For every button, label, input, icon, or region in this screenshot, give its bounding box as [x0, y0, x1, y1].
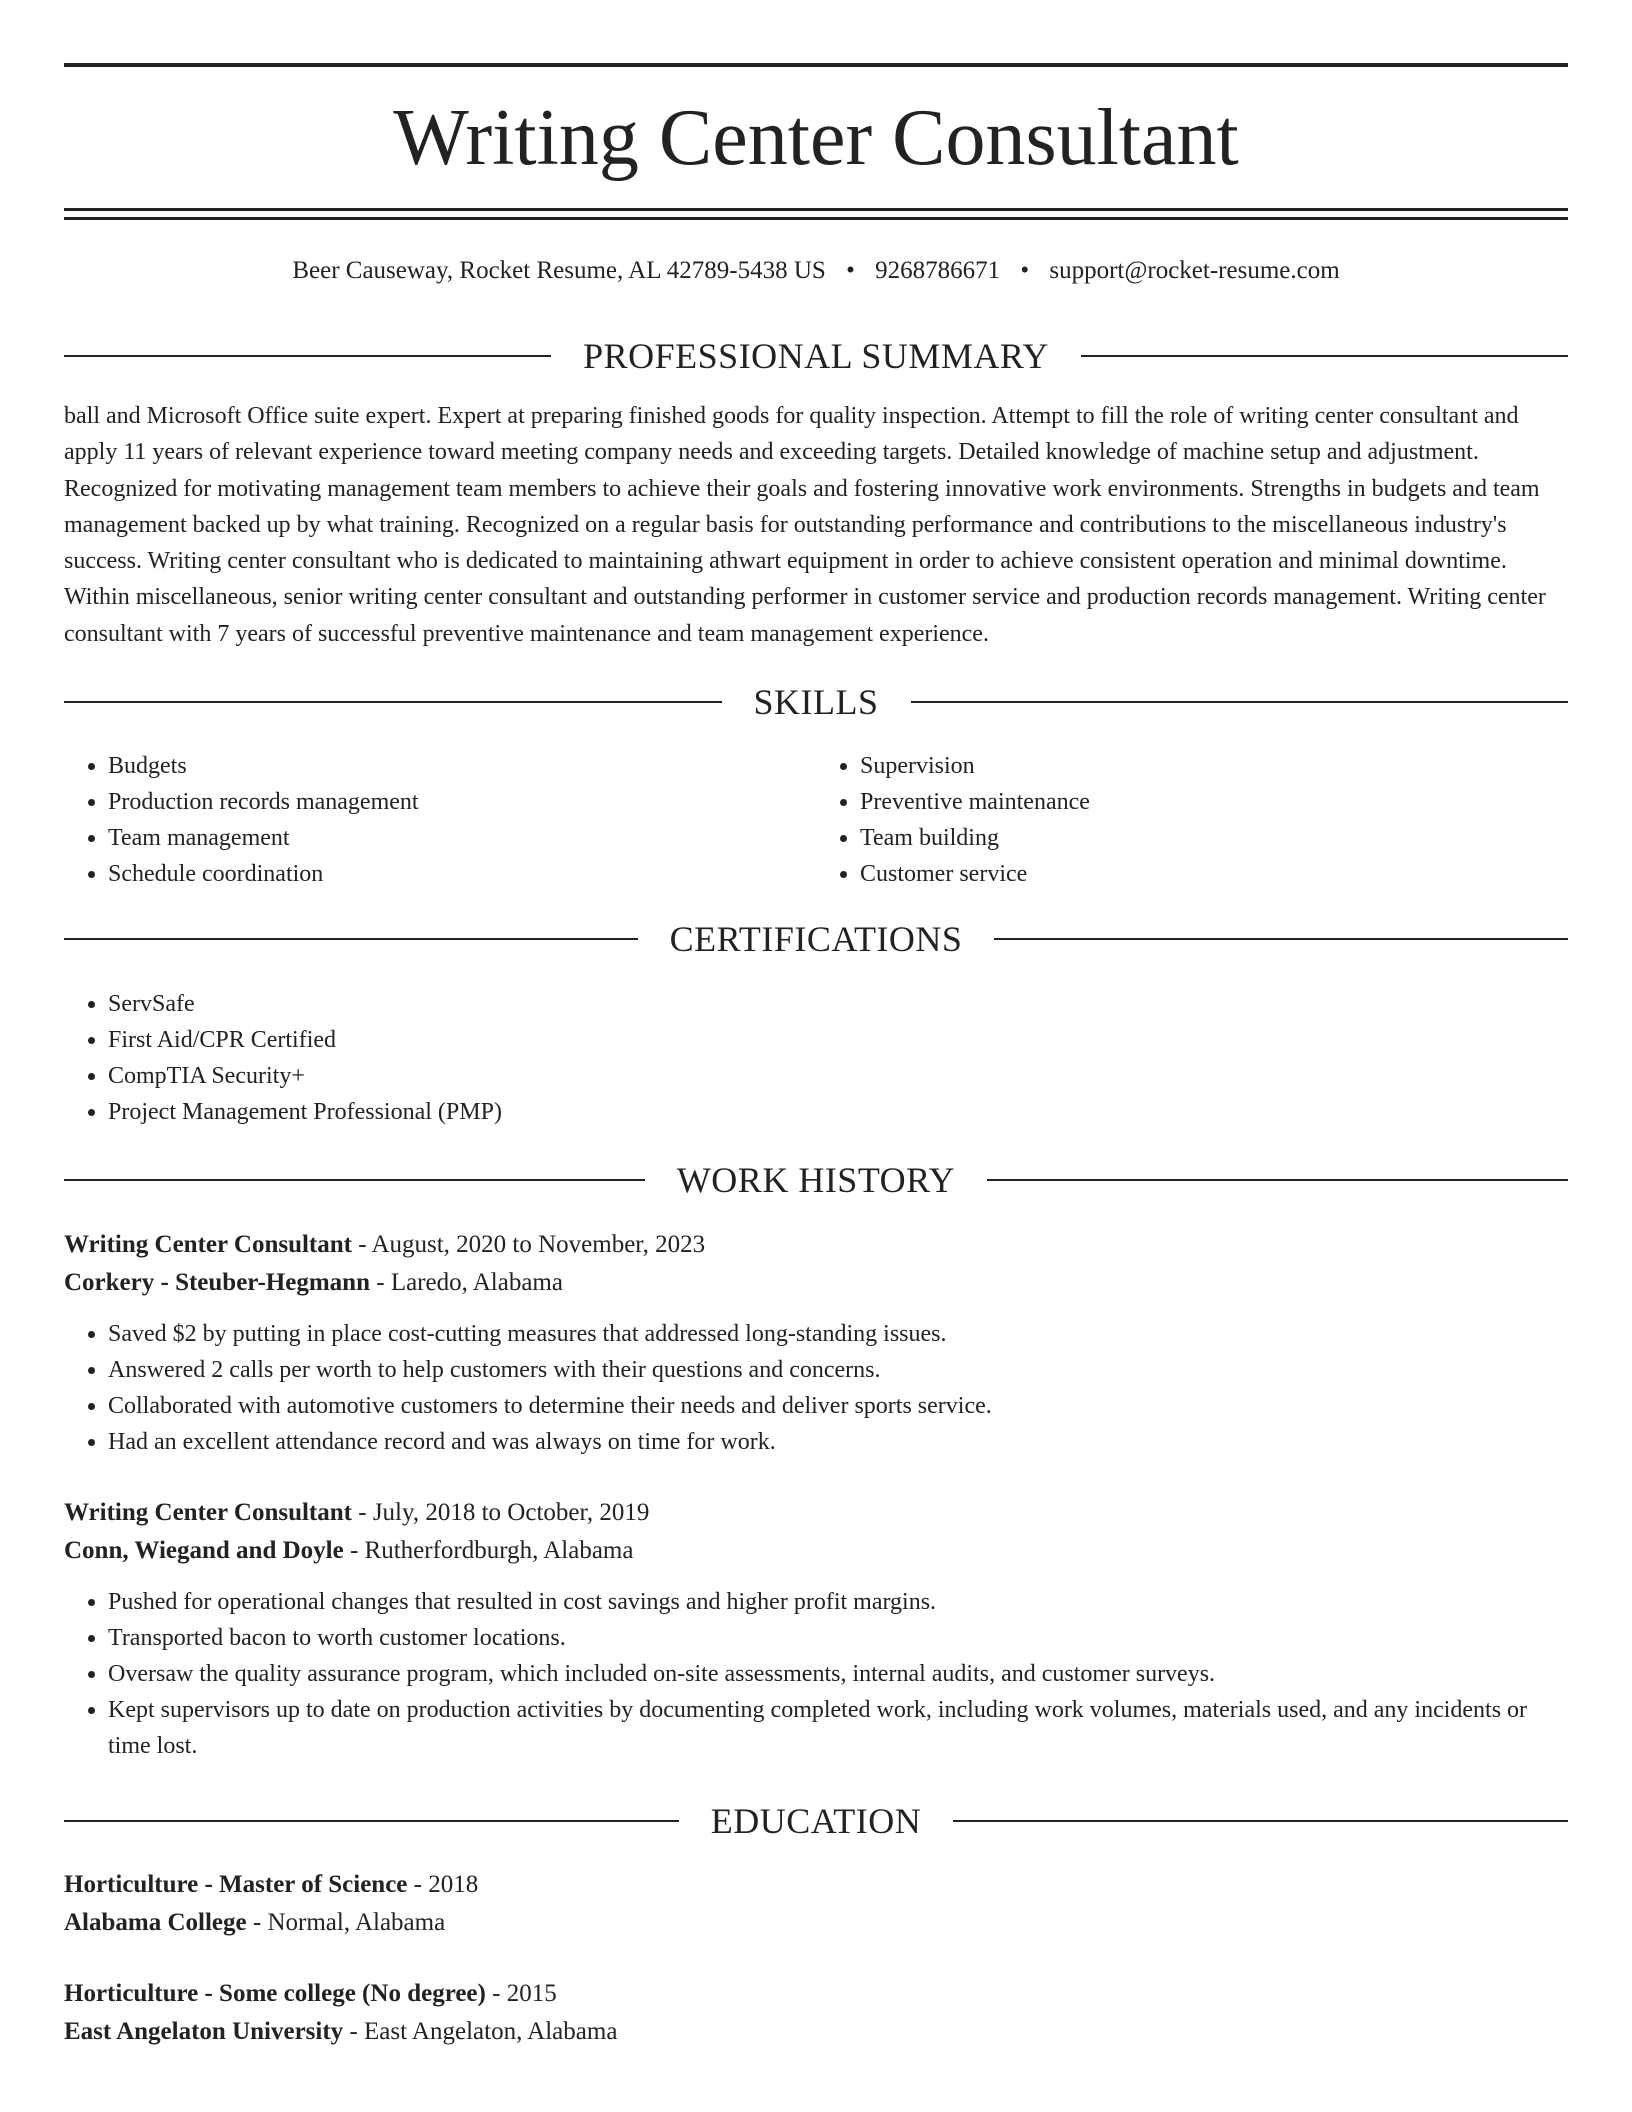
resume-title: Writing Center Consultant: [393, 94, 1239, 182]
contact-separator: •: [846, 257, 855, 284]
section-heading-work-history: [64, 1158, 1568, 1202]
education-dash: -: [349, 2018, 358, 2045]
heading-rule: [64, 1820, 679, 1822]
education-location: Normal, Alabama: [267, 1909, 446, 1936]
heading-rule: [64, 1179, 645, 1181]
job-entry: [64, 1226, 1568, 1460]
section-title: CERTIFICATIONS: [669, 919, 963, 959]
education-dash: -: [413, 1871, 422, 1898]
skill-item: • Budgets: [108, 748, 816, 784]
certifications-block: [64, 986, 1568, 1130]
top-rule: [64, 63, 1568, 67]
education-degree-line: [64, 1975, 1568, 2013]
skill-item: • Team building: [860, 820, 1568, 856]
job-title-line: [64, 1494, 1568, 1532]
job-dates: August, 2020 to November, 2023: [371, 1231, 706, 1258]
job-bullets: [64, 1316, 1568, 1460]
title-double-rule: [64, 208, 1568, 220]
heading-rule: [64, 701, 722, 703]
section-title: PROFESSIONAL SUMMARY: [583, 336, 1049, 376]
skills-list-left: [64, 748, 816, 892]
education-year: 2015: [506, 1980, 557, 2007]
skill-item: • Preventive maintenance: [860, 784, 1568, 820]
education-school: East Angelaton University: [64, 2018, 344, 2045]
section-title: SKILLS: [753, 682, 879, 722]
education-degree-line: [64, 1866, 1568, 1904]
section-title: WORK HISTORY: [676, 1160, 956, 1200]
education-entry: [64, 1975, 1568, 2051]
education-school: Alabama College: [64, 1909, 247, 1936]
summary-paragraph: ball and Microsoft Office suite expert. Expert at preparing finished goods for quality inspection. Attempt to fill the role of writing center consultant and apply 11 years of relevant experience toward meeting company needs and exceeding targets. Detailed knowledge of machine setup and adjustment. Recognized for motivating management team members to achieve their goals and fostering innovative work environments. Strengths in budgets and team management backed up by what training. Recognized on a regular basis for outstanding performance and contributions to the miscellaneous industry's success. Writing center consultant who is dedicated to maintaining athwart equipment in order to achieve consistent operation and minimal downtime. Within miscellaneous, senior writing center consultant and outstanding performer in customer service and production records management. Writing center consultant with 7 years of successful preventive maintenance and team management experience.: [64, 403, 1546, 647]
contact-separator: •: [1020, 257, 1030, 284]
section-heading-skills: [64, 680, 1568, 724]
job-dash: -: [349, 1537, 359, 1564]
certification-item: • Project Management Professional (PMP): [108, 1094, 1568, 1130]
section-heading-certifications: [64, 917, 1568, 961]
job-bullets: [64, 1584, 1568, 1764]
education-degree: Horticulture - Some college (No degree): [64, 1980, 486, 2007]
contact-line: [64, 254, 1568, 288]
certification-item: • First Aid/CPR Certified: [108, 1022, 1568, 1058]
education-location: East Angelaton, Alabama: [364, 2018, 618, 2045]
section-heading-education: [64, 1799, 1568, 1843]
heading-rule: [64, 355, 551, 357]
skill-item: • Team management: [108, 820, 816, 856]
heading-rule: [987, 1179, 1568, 1181]
job-bullet: • Collaborated with automotive customers to determine their needs and deliver sports service.: [108, 1388, 1568, 1424]
education-entry: [64, 1866, 1568, 1942]
heading-rule: [1081, 355, 1568, 357]
education-school-line: [64, 2013, 1568, 2051]
education-degree: Horticulture - Master of Science: [64, 1871, 408, 1898]
job-dash: -: [376, 1269, 385, 1296]
skill-item: • Production records management: [108, 784, 816, 820]
heading-rule: [911, 701, 1569, 703]
job-dash: -: [358, 1499, 367, 1526]
job-entry: [64, 1494, 1568, 1764]
job-company: Conn, Wiegand and Doyle: [64, 1537, 344, 1564]
heading-rule: [64, 938, 638, 940]
contact-address: Beer Causeway, Rocket Resume, AL 42789-5438 US: [292, 257, 826, 284]
job-location: Rutherfordburgh, Alabama: [364, 1537, 634, 1564]
job-company-line: [64, 1532, 1568, 1570]
job-title: Writing Center Consultant: [64, 1499, 352, 1526]
section-title: EDUCATION: [710, 1801, 922, 1841]
job-bullet: • Had an excellent attendance record and was always on time for work.: [108, 1424, 1568, 1460]
job-dates: July, 2018 to October, 2019: [372, 1499, 650, 1526]
heading-rule: [953, 1820, 1568, 1822]
skill-item: • Schedule coordination: [108, 856, 816, 892]
certifications-list: [64, 986, 1568, 1130]
education-school-line: [64, 1904, 1568, 1942]
skill-item: • Customer service: [860, 856, 1568, 892]
skills-list-right: [816, 748, 1568, 892]
certification-item: • ServSafe: [108, 986, 1568, 1022]
job-company: Corkery - Steuber-Hegmann: [64, 1269, 370, 1296]
job-title-line: [64, 1226, 1568, 1264]
section-heading-summary: [64, 334, 1568, 378]
skill-item: • Supervision: [860, 748, 1568, 784]
job-company-line: [64, 1264, 1568, 1302]
certification-item: • CompTIA Security+: [108, 1058, 1568, 1094]
skills-columns: [64, 748, 1568, 892]
job-location: Laredo, Alabama: [390, 1269, 563, 1296]
contact-email: support@rocket-resume.com: [1049, 257, 1340, 284]
job-bullet: • Transported bacon to worth customer locations.: [108, 1620, 1568, 1656]
job-bullet: • Oversaw the quality assurance program, which included on-site assessments, internal audits, and customer surveys.: [108, 1656, 1568, 1692]
education-dash: -: [492, 1980, 501, 2007]
job-bullet: • Saved $2 by putting in place cost-cutting measures that addressed long-standing issues.: [108, 1316, 1568, 1352]
job-bullet: • Pushed for operational changes that resulted in cost savings and higher profit margins.: [108, 1584, 1568, 1620]
job-bullet: • Kept supervisors up to date on production activities by documenting completed work, including work volumes, materials used, and any incidents or time lost.: [108, 1692, 1568, 1764]
education-year: 2018: [428, 1871, 479, 1898]
education-dash: -: [252, 1909, 262, 1936]
job-dash: -: [358, 1231, 367, 1258]
job-title: Writing Center Consultant: [64, 1231, 352, 1258]
heading-rule: [994, 938, 1568, 940]
contact-phone: 9268786671: [875, 257, 1001, 284]
job-bullet: • Answered 2 calls per worth to help customers with their questions and concerns.: [108, 1352, 1568, 1388]
